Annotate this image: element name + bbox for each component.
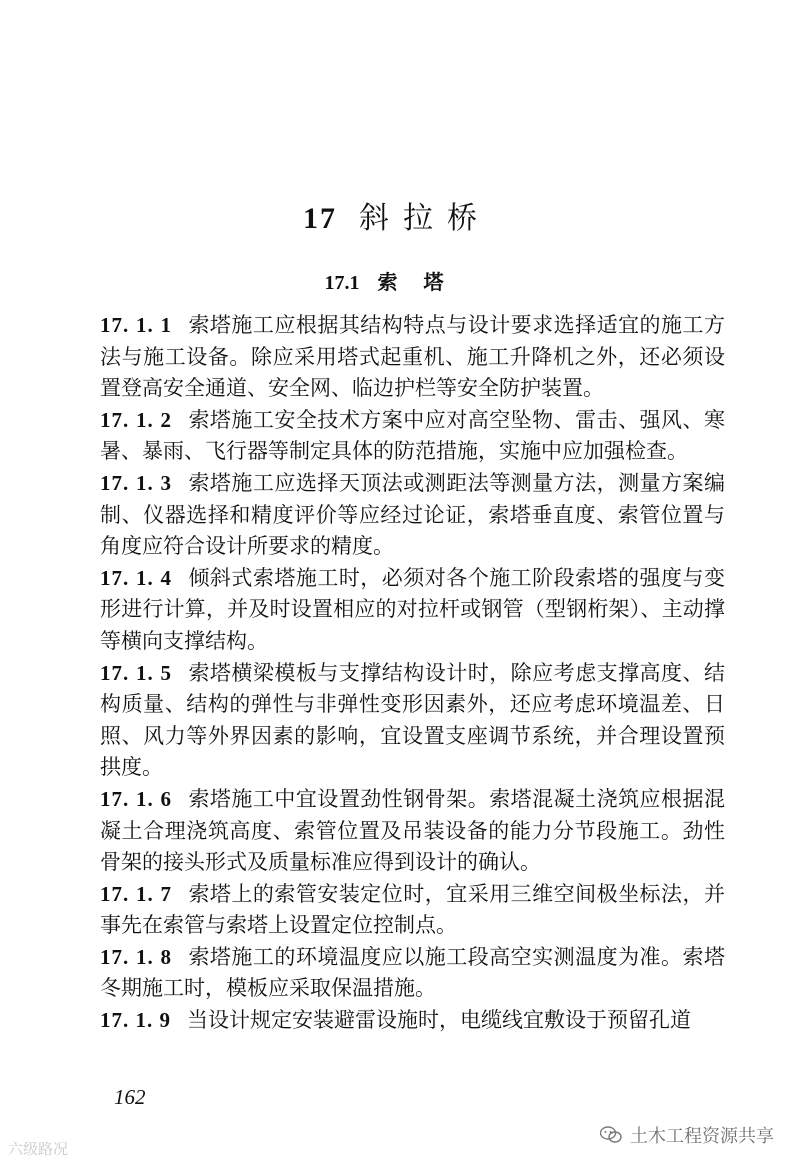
page-number: 162 bbox=[114, 1085, 146, 1109]
clause bbox=[100, 784, 725, 879]
section-number: 17.1 bbox=[324, 272, 360, 294]
clause bbox=[100, 405, 725, 468]
watermark-left bbox=[8, 1138, 68, 1159]
clause-text: 索塔施工的环境温度应以施工段高空实测温度为准。索塔冬期施工时，模板应采取保温措施。 bbox=[100, 944, 726, 1001]
clause-number: 17. 1. 3 bbox=[100, 470, 172, 495]
clause-number: 17. 1. 6 bbox=[100, 786, 172, 811]
chapter-name: 斜拉桥 bbox=[359, 201, 491, 236]
clause-text: 索塔上的索管安装定位时，宜采用三维空间极坐标法，并事先在索管与索塔上设置定位控制点。 bbox=[100, 881, 726, 938]
clause bbox=[100, 310, 725, 405]
clause bbox=[100, 468, 725, 563]
clause-text: 索塔施工中宜设置劲性钢骨架。索塔混凝土浇筑应根据混凝土合理浇筑高度、索管位置及吊装设备的能力分节段施工。劲性骨架的接头形式及质量标准应得到设计的确认。 bbox=[100, 786, 726, 875]
clause-text: 索塔横梁模板与支撑结构设计时，除应考虑支撑高度、结构质量、结构的弹性与非弹性变形因素外，还应考虑环境温差、日照、风力等外界因素的影响，宜设置支座调节系统，并合理设置预拱度。 bbox=[100, 660, 726, 780]
clause-number: 17. 1. 2 bbox=[100, 407, 172, 432]
clause-number: 17. 1. 4 bbox=[100, 565, 172, 590]
clause bbox=[100, 1005, 725, 1037]
clause-text: 索塔施工安全技术方案中应对高空坠物、雷击、强风、寒暑、暴雨、飞行器等制定具体的防范措施，实施中应加强检查。 bbox=[100, 407, 726, 464]
watermark-right bbox=[600, 1122, 774, 1148]
section-title bbox=[0, 266, 794, 295]
clause-number: 17. 1. 9 bbox=[100, 1008, 171, 1033]
clause-number: 17. 1. 1 bbox=[100, 313, 172, 337]
chapter-title bbox=[0, 193, 794, 237]
section-name: 索塔 bbox=[377, 270, 470, 294]
chapter-number: 17 bbox=[303, 202, 337, 235]
clause-text: 当设计规定安装避雷设施时，电缆线宜敷设于预留孔道 bbox=[187, 1008, 691, 1033]
clause-text: 倾斜式索塔施工时，必须对各个施工阶段索塔的强度与变形进行计算，并及时设置相应的对拉杆或钢管（型钢桁架）、主动撑等横向支撑结构。 bbox=[100, 565, 726, 653]
watermark-right-text: 土木工程资源共享 bbox=[630, 1126, 774, 1147]
clause-text: 索塔施工应根据其结构特点与设计要求选择适宜的施工方法与施工设备。除应采用塔式起重机、施工升降机之外，还必须设置登高安全通道、安全网、临边护栏等安全防护装置。 bbox=[100, 313, 726, 401]
clause bbox=[100, 942, 725, 1005]
clause-text: 索塔施工应选择天顶法或测距法等测量方法，测量方案编制、仪器选择和精度评价等应经过论证，索塔垂直度、索管位置与角度应符合设计所要求的精度。 bbox=[100, 470, 726, 559]
clause bbox=[100, 658, 725, 784]
wechat-icon bbox=[600, 1126, 622, 1144]
clause bbox=[100, 879, 725, 942]
watermark-left-text: 六级路况 bbox=[8, 1140, 69, 1158]
clause-number: 17. 1. 7 bbox=[100, 881, 172, 906]
clause-number: 17. 1. 8 bbox=[100, 944, 172, 969]
clause-number: 17. 1. 5 bbox=[100, 660, 172, 685]
clause bbox=[100, 563, 725, 658]
clause-list bbox=[100, 310, 725, 1037]
